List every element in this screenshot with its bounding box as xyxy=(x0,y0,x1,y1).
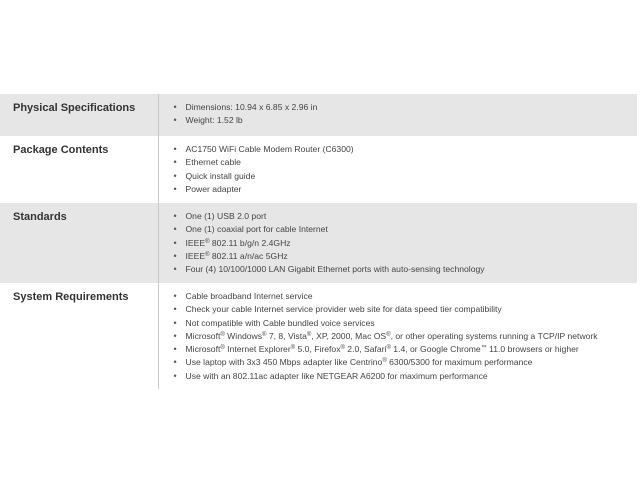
spec-list-item xyxy=(174,101,638,114)
spec-text: Check your cable Internet service provider web site for data speed tier compatibility xyxy=(185,304,502,315)
spec-text: Internet Explorer xyxy=(224,344,291,355)
spec-text: Microsoft xyxy=(185,330,221,341)
spec-text: 7, 8, Vista xyxy=(266,330,307,341)
spec-category: Standards xyxy=(13,211,67,223)
spec-text: Weight: 1.52 lb xyxy=(185,115,243,126)
spec-list-item xyxy=(174,170,638,183)
spec-text: One (1) coaxial port for cable Internet xyxy=(185,224,328,235)
trademark-symbol: ® xyxy=(205,251,210,258)
spec-list-item xyxy=(174,317,638,330)
spec-text: Not compatible with Cable bundled voice services xyxy=(185,317,375,328)
spec-list-item xyxy=(174,356,638,369)
spec-list xyxy=(174,290,638,383)
spec-list-item xyxy=(174,237,638,250)
spec-list-item xyxy=(174,114,638,127)
spec-row xyxy=(0,283,637,389)
spec-values xyxy=(158,283,637,389)
spec-text: Dimensions: 10.94 x 6.85 x 2.96 in xyxy=(185,102,318,112)
spec-text: Quick install guide xyxy=(185,170,256,181)
spec-text: AC1750 WiFi Cable Modem Router (C6300) xyxy=(185,144,354,154)
spec-list-item xyxy=(174,156,638,169)
spec-category: Physical Specifications xyxy=(13,102,136,114)
trademark-symbol: ® xyxy=(386,331,391,338)
spec-text: , or other operating systems running a TCP/IP network xyxy=(390,330,598,341)
spec-list-item xyxy=(174,303,638,316)
spec-text: 6300/5300 for maximum performance xyxy=(386,357,533,368)
trademark-symbol: ® xyxy=(306,331,312,338)
trademark-symbol: ® xyxy=(220,331,225,338)
spec-text: 1.4, or Google Chrome xyxy=(390,344,481,355)
spec-text: 11.0 browsers or higher xyxy=(486,344,579,355)
spec-list-item xyxy=(174,290,638,303)
spec-text: 802.11 a/n/ac 5GHz xyxy=(209,250,288,261)
trademark-symbol: ® xyxy=(382,358,387,365)
spec-row xyxy=(0,203,637,283)
spec-values xyxy=(158,136,637,203)
spec-text: 5.0, Firefox xyxy=(295,344,341,355)
spec-text: Microsoft xyxy=(185,344,221,355)
spec-text: 802.11 b/g/n 2.4GHz xyxy=(209,237,291,248)
spec-values xyxy=(158,203,637,283)
spec-values xyxy=(158,94,637,136)
spec-list xyxy=(174,143,638,196)
spec-category: System Requirements xyxy=(13,291,129,303)
spec-row xyxy=(0,136,637,203)
spec-list xyxy=(174,210,638,276)
spec-text: Cable broadband Internet service xyxy=(185,291,313,301)
spec-text: Use laptop with 3x3 450 Mbps adapter like Centrino xyxy=(185,357,383,368)
trademark-symbol: ™ xyxy=(480,345,487,352)
trademark-symbol: ® xyxy=(220,345,225,352)
spec-text: Use with an 802.11ac adapter like NETGEAR A6200 for maximum performance xyxy=(185,370,488,381)
spec-text: Ethernet cable xyxy=(185,157,241,168)
spec-list-item xyxy=(174,143,638,156)
spec-text: One (1) USB 2.0 port xyxy=(185,211,267,221)
spec-list-item xyxy=(174,210,638,223)
trademark-symbol: ® xyxy=(290,345,296,352)
trademark-symbol: ® xyxy=(262,331,267,338)
specifications-table xyxy=(0,94,637,389)
trademark-symbol: ® xyxy=(340,345,345,352)
spec-text: Power adapter xyxy=(185,183,242,194)
spec-text: Windows xyxy=(224,330,263,341)
trademark-symbol: ® xyxy=(386,345,391,352)
spec-list-item xyxy=(174,183,638,196)
spec-category: Package Contents xyxy=(13,144,109,156)
spec-list-item xyxy=(174,263,638,276)
spec-list-item xyxy=(174,370,638,383)
spec-text: 2.0, Safari xyxy=(344,344,387,355)
spec-row xyxy=(0,94,637,136)
spec-text: IEEE xyxy=(185,250,206,261)
spec-text: IEEE xyxy=(185,237,206,248)
spec-list-item xyxy=(174,343,638,356)
spec-list-item xyxy=(174,330,638,343)
spec-list xyxy=(174,101,638,128)
spec-list-item xyxy=(174,250,638,263)
spec-list-item xyxy=(174,223,638,236)
specifications-body xyxy=(0,94,637,389)
spec-text: Four (4) 10/100/1000 LAN Gigabit Ethernet ports with auto-sensing technology xyxy=(185,264,485,275)
trademark-symbol: ® xyxy=(205,238,210,245)
spec-text: , XP, 2000, Mac OS xyxy=(311,330,387,341)
